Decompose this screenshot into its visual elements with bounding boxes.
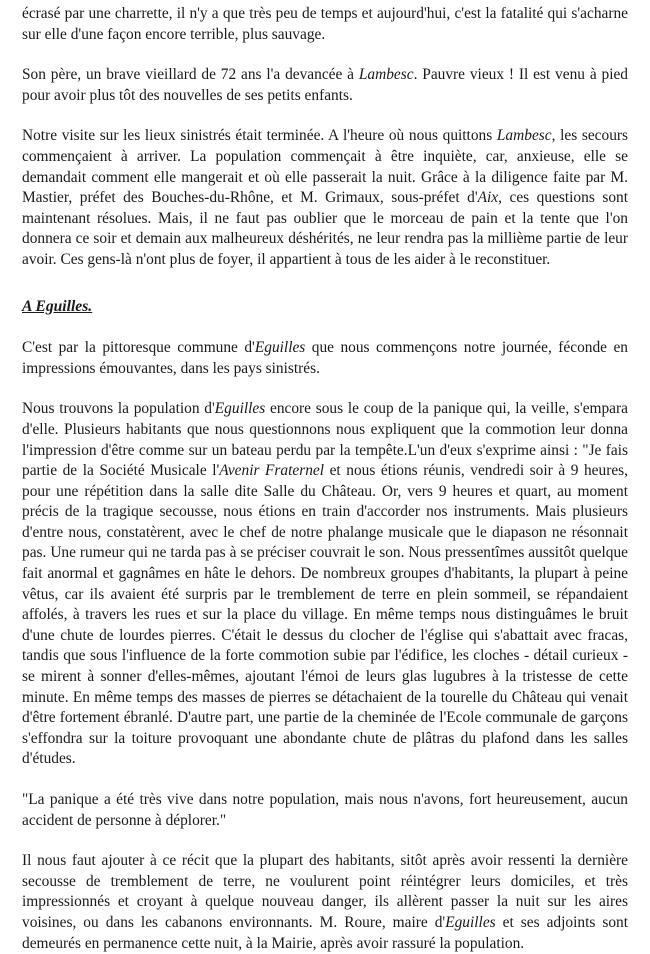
document-page [22, 4, 628, 954]
paragraph [22, 126, 628, 270]
italic-text: Avenir Fraternel [219, 462, 325, 480]
text-run: Il nous faut ajouter à ce récit que la plupart des habitants, sitôt après avoir ressenti la dernière secousse de tremblement de terre, ne voulurent point réintégrer leurs domiciles, et très impressionnés et croyant à quelque nouveau danger, ils allèrent passer la nuit sur les aires voisines, ou dans les cabanons environnants. M. Roure, maire d' [22, 852, 628, 931]
text-run: que nous commençons notre journée, féconde en impressions émouvantes, dans les pays sinistrés. [22, 339, 628, 377]
text-run: . Pauvre vieux ! Il est venu à pied pour avoir plus tôt des nouvelles de ses petits enfants. [22, 66, 628, 104]
text-run: Notre visite sur les lieux sinistrés était terminée. A l'heure où nous quittons [22, 127, 497, 145]
paragraph [22, 399, 628, 770]
italic-text: Lambesc [358, 66, 414, 84]
paragraph [22, 851, 628, 954]
text-run: encore sous le coup de la panique qui, la veille, s'empara d'elle. Plusieurs habitants que nous questionnons nous expliquent que la commotion leur donna l'impression d'être comme sur un bateau perdu par la tempête.L'un d'eux s'exprime ainsi : "Je fais partie de la Société Musicale l' [22, 400, 628, 480]
paragraph [22, 338, 628, 379]
italic-text: Eguilles [214, 400, 266, 418]
text-run: et ses adjoints sont demeurés en permanence cette nuit, à la Mairie, après avoir rassuré la population. [22, 913, 629, 952]
text-run: C'est par la pittoresque commune d' [22, 339, 255, 357]
section-heading: A Eguilles. [22, 297, 93, 315]
italic-text: Lambesc [496, 127, 552, 145]
paragraph [22, 65, 628, 106]
paragraph [22, 4, 628, 45]
text-run: et nous étions réunis, vendredi soir à 9 heures, pour une répétition dans la salle dite Salle du Château. Or, vers 9 heures et quart, au moment précis de la tragique secousse, nous étions en train d'accorder nos instruments. Mais plusieurs d'entre nous, constatèrent, avec le chef de notre phalange musicale que le diapason ne résonnait pas. Une rumeur qui ne tarda pas à se préciser couvrait le son. Nous pressentîmes aussitôt quelque fait anormal et gagnâmes en hâte le dehors. De nombreux groupes d'habitants, la plupart à peine vêtus, car ils avaient été surpris par le tremblement de terre en plein sommeil, se répandaient affolés, à travers les rues et sur la place du village. En même temps nous distinguâmes le bruit d'une chute de lourdes pierres. C'était le dessus du clocher de l'église qui s'abattait avec fracas, tandis que sous l'influence de la forte commotion subie par l'édifice, les cloches - détail curieux - se mirent à sonner d'elles-mêmes, ajoutant l'émoi de leurs glas lugubres à la tristesse de cette minute. En même temps des masses de pierres se détachaient de la tourelle du Château qui venait d'être fortement ébranlé. D'autre part, une partie de la cheminée de l'Ecole communale de garçons s'effondra sur la toiture provoquant une abondante chute de plâtras du plafond dans les salles d'études. [22, 462, 629, 768]
text-run: "La panique a été très vive dans notre population, mais nous n'avons, fort heureusement, aucun accident de personne à déplorer." [22, 791, 628, 829]
paragraph [22, 790, 628, 831]
italic-text: Eguilles [254, 339, 306, 357]
text-run: écrasé par une charrette, il n'y a que très peu de temps et aujourd'hui, c'est la fatalité qui s'acharne sur elle d'une façon encore terrible, plus sauvage. [22, 5, 628, 43]
text-run: Son père, un brave vieillard de 72 ans l'a devancée à [22, 66, 359, 84]
text-run: , ces questions sont maintenant résolues. Mais, il ne faut pas oublier que le morceau de pain et la tente que l'on donnera ce soir et demain aux malheureux déshérités, ne leur rendra pas la millième partie de leur avoir. Ces gens-là n'ont plus de foyer, il appartient à tous de les aider à le reconstituer. [22, 189, 628, 268]
text-run: , les secours commençaient à arriver. La population commençait à être inquiète, car, anxieuse, elle se demandait comment elle mangerait et où elle passerait la nuit. Grâce à la diligence faite par M. Mastier, préfet des Bouches-du-Rhône, et M. Grimaux, sous-préfet d' [22, 127, 628, 207]
italic-text: Eguilles [445, 913, 496, 931]
italic-text: Aix [477, 189, 499, 207]
text-run: Nous trouvons la population d' [22, 400, 215, 418]
